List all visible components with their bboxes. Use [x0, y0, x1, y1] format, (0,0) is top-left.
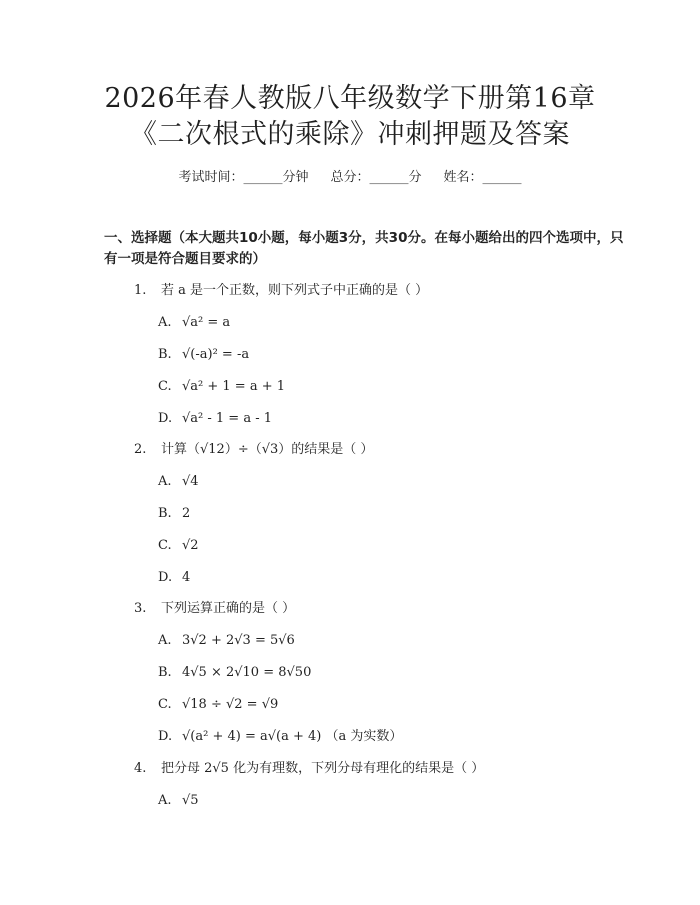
option-letter: A.: [158, 474, 172, 489]
section-heading: 一、选择题（本大题共10小题，每小题3分，共30分。在每小题给出的四个选项中，只有一项是符合题目要求的）: [104, 230, 624, 267]
question-2-option-c: [158, 536, 199, 556]
student-name-field: 姓名：______: [443, 170, 522, 185]
question-1-option-c: [158, 377, 285, 397]
question-3-option-b: [158, 663, 311, 683]
option-text: √5: [182, 793, 199, 808]
option-letter: A.: [158, 633, 172, 648]
question-1-option-d: [158, 409, 272, 429]
question-3: [134, 599, 295, 619]
exam-time-field: 考试时间：______分钟: [178, 170, 309, 185]
option-text: √a² - 1 = a - 1: [182, 411, 273, 426]
document-title-line-2: 《二次根式的乘除》冲刺押题及答案: [130, 119, 570, 150]
question-number: 2.: [134, 442, 147, 457]
question-4-option-a: [158, 791, 199, 811]
document-title-line-1: 2026年春人教版八年级数学下册第16章: [104, 83, 596, 114]
option-text: 2: [182, 506, 191, 521]
question-3-option-a: [158, 631, 295, 651]
question-text: 若 a 是一个正数，则下列式子中正确的是（ ）: [161, 283, 429, 298]
option-letter: A.: [158, 793, 172, 808]
question-text: 下列运算正确的是（ ）: [161, 601, 296, 616]
question-2-option-a: [158, 472, 199, 492]
question-3-option-d: [158, 727, 402, 747]
option-text: √a² + 1 = a + 1: [182, 379, 286, 394]
option-text: √(-a)² = -a: [182, 347, 250, 362]
total-score-field: 总分：______分: [330, 170, 422, 185]
option-text: √2: [182, 538, 199, 553]
option-letter: B.: [158, 665, 172, 680]
question-number: 4.: [134, 761, 147, 776]
option-letter: D.: [158, 411, 173, 426]
question-text: 计算（√12）÷（√3）的结果是（ ）: [161, 442, 374, 457]
option-letter: D.: [158, 570, 173, 585]
option-text: √a² = a: [182, 315, 231, 330]
option-letter: C.: [158, 697, 172, 712]
exam-info: [0, 168, 700, 188]
option-letter: B.: [158, 347, 172, 362]
option-letter: C.: [158, 379, 172, 394]
option-letter: A.: [158, 315, 172, 330]
question-text: 把分母 2√5 化为有理数，下列分母有理化的结果是（ ）: [161, 761, 485, 776]
option-letter: B.: [158, 506, 172, 521]
option-text: √18 ÷ √2 = √9: [182, 697, 279, 712]
option-letter: C.: [158, 538, 172, 553]
question-4: [134, 759, 484, 779]
option-text: √(a² + 4) = a√(a + 4) （a 为实数）: [182, 729, 403, 744]
option-text: 4: [182, 570, 191, 585]
question-1-option-a: [158, 313, 230, 333]
question-2: [134, 440, 373, 460]
question-number: 1.: [134, 283, 147, 298]
question-1-option-b: [158, 345, 249, 365]
question-2-option-d: [158, 568, 190, 588]
option-text: 3√2 + 2√3 = 5√6: [182, 633, 295, 648]
question-2-option-b: [158, 504, 190, 524]
option-letter: D.: [158, 729, 173, 744]
option-text: √4: [182, 474, 199, 489]
option-text: 4√5 × 2√10 = 8√50: [182, 665, 312, 680]
question-3-option-c: [158, 695, 278, 715]
question-number: 3.: [134, 601, 147, 616]
question-1: [134, 281, 428, 301]
